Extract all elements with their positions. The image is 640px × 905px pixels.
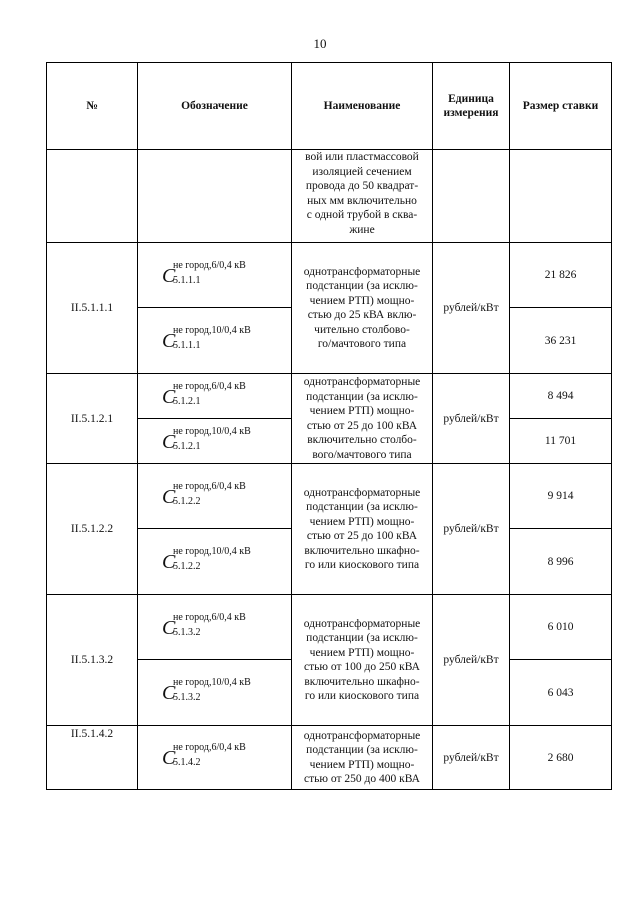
cell-rate: 11 701: [510, 419, 612, 464]
cell-designation: [138, 150, 292, 243]
cell-designation: [138, 308, 292, 374]
name-line: ных мм включительно: [307, 194, 417, 207]
header-name: Наименование: [292, 63, 433, 150]
cell-unit: рублей/кВт: [433, 595, 510, 726]
name-line: провода до 50 квадрат-: [305, 180, 419, 192]
header-unit: [433, 63, 510, 150]
name-line: подстанции (за исклю-: [306, 744, 418, 756]
name-line: чением РТП) мощно-: [309, 515, 415, 528]
header-unit-line2: измерения: [443, 107, 499, 119]
name-line: однотрансформаторные: [303, 729, 421, 742]
header-unit-line1: Единица: [448, 93, 494, 105]
name-line: вого/мачтового типа: [312, 448, 412, 461]
cell-unit: [433, 150, 510, 243]
cell-unit: рублей/кВт: [433, 243, 510, 374]
tariff-symbol: C не город,10/0,4 кВ 5.1.3.2: [162, 677, 251, 704]
tariff-symbol: C не город,10/0,4 кВ 5.1.2.1: [162, 425, 251, 453]
cell-rate: 9 914: [510, 464, 612, 529]
name-line: изоляцией сечением: [312, 165, 412, 178]
name-line: вой или пластмассовой: [305, 151, 419, 163]
name-line: включительно шкафно-: [304, 675, 420, 688]
cell-no: [47, 150, 138, 243]
name-line: стью от 250 до 400 кВА: [304, 773, 420, 785]
name-line: включительно шкафно-: [304, 544, 420, 557]
cell-designation: [138, 660, 292, 726]
cell-no: II.5.1.3.2: [47, 595, 138, 726]
cell-rate: 21 826: [510, 243, 612, 308]
cell-no: II.5.1.2.2: [47, 464, 138, 595]
cell-unit: рублей/кВт: [433, 726, 510, 790]
name-line: стью от 25 до 100 кВА: [306, 419, 418, 432]
cell-no: II.5.1.4.2: [47, 726, 138, 790]
cell-rate: 8 494: [510, 374, 612, 419]
cell-unit: рублей/кВт: [433, 374, 510, 464]
tariff-symbol: C не город,6/0,4 кВ 5.1.1.1: [162, 259, 246, 287]
table-row: [47, 243, 612, 308]
table-row: [47, 726, 612, 790]
name-line: однотрансформаторные: [303, 376, 421, 388]
cell-designation: [138, 374, 292, 419]
header-row: [47, 63, 612, 150]
cell-designation: [138, 419, 292, 464]
table-row: [47, 464, 612, 529]
name-line: подстанции (за исклю-: [306, 280, 418, 292]
name-line: го или киоскового типа: [304, 559, 420, 571]
name-line: однотрансформаторные: [303, 486, 421, 499]
cell-designation: [138, 243, 292, 308]
cell-unit: рублей/кВт: [433, 464, 510, 595]
table-row: [47, 374, 612, 419]
cell-designation: [138, 726, 292, 790]
cell-name: [292, 595, 433, 726]
name-line: го/мачтового типа: [317, 338, 407, 350]
cell-rate: 6 010: [510, 595, 612, 660]
name-line: подстанции (за исклю-: [306, 632, 418, 644]
cell-no: II.5.1.2.1: [47, 374, 138, 464]
tariff-symbol: C не город,10/0,4 кВ 5.1.1.1: [162, 325, 251, 352]
cell-name: [292, 150, 433, 243]
name-line: чением РТП) мощно-: [309, 405, 415, 417]
tariff-symbol: C не город,6/0,4 кВ 5.1.2.1: [162, 380, 246, 408]
continuation-row: [47, 150, 612, 243]
cell-name: [292, 374, 433, 464]
cell-designation: [138, 529, 292, 595]
cell-rate: 8 996: [510, 529, 612, 595]
tariff-symbol: C не город,6/0,4 кВ 5.1.4.2: [162, 742, 246, 769]
cell-name: [292, 726, 433, 790]
cell-designation: [138, 464, 292, 529]
name-line: однотрансформаторные: [303, 617, 421, 630]
tariff-symbol: C не город,6/0,4 кВ 5.1.3.2: [162, 611, 246, 639]
name-line: с одной трубой в сква-: [306, 209, 418, 221]
cell-no: II.5.1.1.1: [47, 243, 138, 374]
name-line: чением РТП) мощно-: [309, 294, 415, 307]
name-line: подстанции (за исклю-: [306, 501, 418, 513]
header-designation: Обозначение: [138, 63, 292, 150]
name-line: включительно столбо-: [307, 434, 417, 446]
name-line: стью от 100 до 250 кВА: [304, 661, 420, 673]
cell-rate: 6 043: [510, 660, 612, 726]
name-line: стью от 25 до 100 кВА: [306, 530, 418, 542]
name-line: чительно столбово-: [314, 323, 410, 336]
cell-designation: [138, 595, 292, 660]
tariff-symbol: C не город,6/0,4 кВ 5.1.2.2: [162, 480, 246, 508]
name-line: однотрансформаторные: [303, 265, 421, 278]
header-no: №: [47, 63, 138, 150]
name-line: стью до 25 кВА вклю-: [307, 309, 417, 321]
page-number: 10: [313, 36, 327, 51]
cell-name: [292, 243, 433, 374]
cell-name: [292, 464, 433, 595]
name-line: жине: [349, 223, 375, 236]
cell-rate: 2 680: [510, 726, 612, 790]
tariff-table: [46, 62, 612, 790]
cell-rate: 36 231: [510, 308, 612, 374]
cell-rate: [510, 150, 612, 243]
name-line: подстанции (за исклю-: [306, 390, 418, 403]
header-rate: Размер ставки: [510, 63, 612, 150]
name-line: го или киоскового типа: [304, 690, 420, 702]
table-row: [47, 595, 612, 660]
name-line: чением РТП) мощно-: [309, 646, 415, 659]
name-line: чением РТП) мощно-: [309, 758, 415, 771]
tariff-symbol: C не город,10/0,4 кВ 5.1.2.2: [162, 546, 251, 573]
